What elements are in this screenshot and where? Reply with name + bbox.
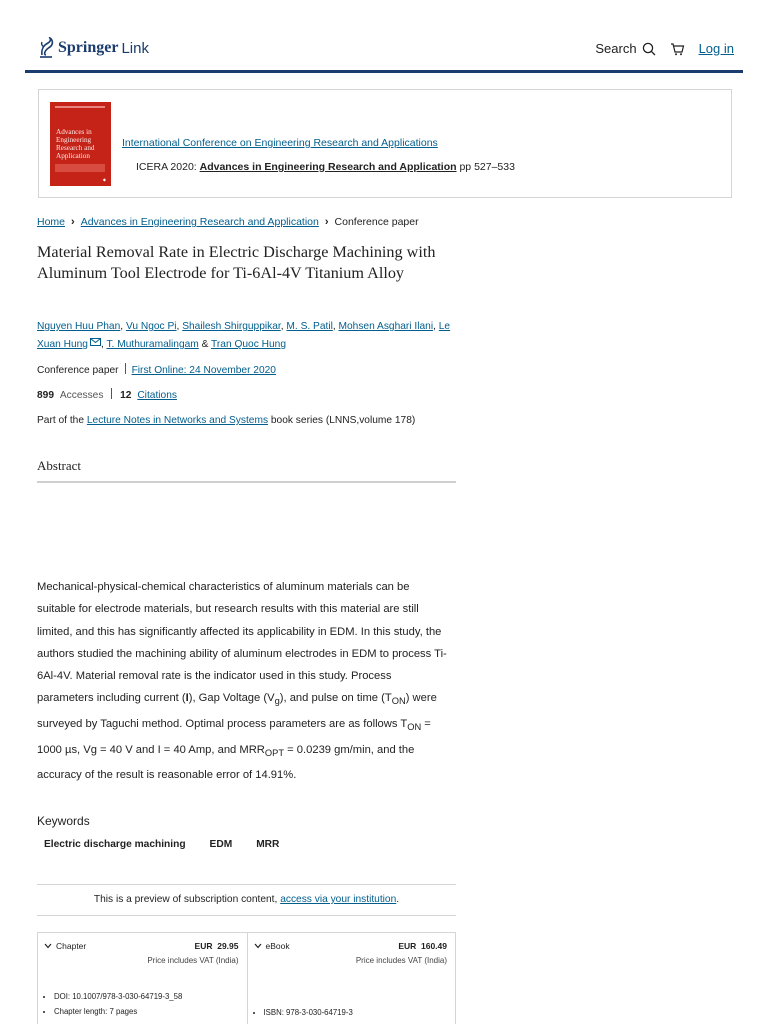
ebook-purchase-option[interactable] <box>247 933 456 1024</box>
cover-publisher-mark: ◆ <box>102 177 106 182</box>
price-amount: 160.49 <box>421 941 447 951</box>
abstract-part: ), and pulse on time (T <box>279 692 392 705</box>
author-link[interactable]: Le Xuan Hung <box>37 321 451 350</box>
login-link[interactable]: Log in <box>698 41 734 56</box>
ebook-toggle[interactable] <box>254 941 290 951</box>
abstract-text <box>37 576 449 786</box>
cart-icon[interactable] <box>670 42 685 56</box>
cover-title: Advances in Engineering Research and Application <box>56 128 95 160</box>
chapter-label: Chapter <box>56 941 87 951</box>
breadcrumb-home[interactable]: Home <box>37 216 66 228</box>
springer-link-logo[interactable] <box>37 37 149 59</box>
detail-item: • Chapter length: 7 pages <box>54 1004 182 1019</box>
preview-text: This is a preview of subscription content, <box>93 894 278 905</box>
currency: EUR <box>194 941 213 951</box>
price-amount: 29.95 <box>217 941 239 951</box>
abstract-subscript: ON <box>407 722 422 733</box>
keyword-item: Electric discharge machining <box>44 839 186 850</box>
abstract-subscript: ON <box>391 696 406 707</box>
metrics-divider <box>111 388 112 399</box>
breadcrumb-current: Conference paper <box>334 216 419 228</box>
author-separator: , <box>332 321 339 332</box>
book-cover-image[interactable] <box>50 102 111 186</box>
author-link[interactable]: M. S. Patil <box>286 321 333 332</box>
header-divider <box>25 70 743 73</box>
author-link[interactable]: Shailesh Shirguppikar <box>182 321 281 332</box>
chevron-right-icon: › <box>324 216 329 228</box>
springer-horse-icon <box>37 37 55 59</box>
brand-link: Link <box>121 39 149 57</box>
chapter-purchase-option[interactable] <box>38 933 247 1024</box>
conference-link[interactable]: International Conference on Engineering Research and Applications <box>122 137 438 149</box>
accesses-count: 899 <box>37 390 54 401</box>
keyword-item: MRR <box>256 839 280 850</box>
book-title-link[interactable]: Advances in Engineering Research and Application <box>199 161 457 173</box>
article-meta <box>37 363 276 376</box>
abstract-subscript: OPT <box>264 747 285 758</box>
breadcrumb <box>37 216 419 228</box>
series-note <box>37 415 415 426</box>
abstract-divider <box>37 481 456 483</box>
preview-end: . <box>396 894 400 905</box>
citations-link[interactable]: Citations <box>137 390 177 401</box>
book-series-line <box>136 161 515 173</box>
brand-springer: Springer <box>58 39 119 56</box>
author-separator: , <box>433 321 439 332</box>
abstract-part: ), Gap Voltage (V <box>188 692 275 705</box>
header-actions <box>595 41 734 56</box>
article-metrics <box>37 388 177 401</box>
chevron-down-icon <box>44 943 52 949</box>
meta-divider <box>125 363 126 374</box>
keyword-list <box>44 839 279 850</box>
pricing-box <box>37 932 456 1024</box>
author-separator: , <box>120 321 126 332</box>
cover-topline <box>55 106 105 108</box>
author-separator: , <box>280 321 287 332</box>
abstract-part: = 0.0239 gm/min, and the accuracy of the result is reasonable error of 14.91%. <box>37 743 415 782</box>
ebook-label: eBook <box>265 941 290 951</box>
article-type: Conference paper <box>37 365 119 376</box>
subscription-preview-notice <box>37 884 456 916</box>
chapter-details <box>54 989 182 1019</box>
citations-count: 12 <box>120 390 132 401</box>
book-pages: pp 527–533 <box>459 161 515 173</box>
abstract-part: ) were surveyed by Taguchi method. Optimal process parameters are as follows T <box>37 692 437 731</box>
chapter-toggle[interactable] <box>44 941 86 951</box>
abstract-subscript: g <box>274 696 280 707</box>
detail-item: • ISBN: 978-3-030-64719-3 <box>264 1005 353 1020</box>
author-separator: & <box>198 339 212 350</box>
abstract-part: Mechanical-physical-chemical characteristics of aluminum materials can be suitable for electrode materials, but research results with this material are still limited, and this has significantly affected its applicability in EDM. In this study, the authors studied the machining ability of aluminum electrodes in EDM to process Ti-6Al-4V. Material removal rate is the indicator used in this study. Process parameters including current ( <box>37 581 447 705</box>
book-info-box <box>38 89 732 198</box>
keywords-heading: Keywords <box>37 814 90 828</box>
author-link[interactable]: Vu Ngoc Pi <box>125 321 177 332</box>
author-link[interactable]: Nguyen Huu Phan <box>37 321 121 332</box>
abstract-part: = 1000 µs, Vg = 40 V and I = 40 Amp, and MRR <box>37 718 431 756</box>
search-icon[interactable] <box>642 42 656 56</box>
breadcrumb-book[interactable]: Advances in Engineering Research and Application <box>80 216 319 228</box>
current-symbol: I <box>185 692 189 705</box>
page-title: Material Removal Rate in Electric Discharge Machining with Aluminum Tool Electrode for Ti-6Al-4V Titanium Alloy <box>37 243 436 282</box>
part-of-prefix: Part of the <box>37 415 85 426</box>
series-link[interactable]: Lecture Notes in Networks and Systems <box>86 415 269 426</box>
part-of-suffix: book series (LNNS,volume 178) <box>270 415 416 426</box>
ebook-details <box>264 1005 353 1020</box>
abstract-heading: Abstract <box>37 458 82 473</box>
chevron-right-icon: › <box>71 216 75 228</box>
vat-note: Price includes VAT (India) <box>355 956 447 965</box>
cover-subtitle-band <box>55 164 105 172</box>
author-separator: , <box>176 321 183 332</box>
chevron-down-icon <box>254 943 262 949</box>
institution-access-link[interactable]: access via your institution <box>280 894 397 905</box>
chapter-price <box>195 941 239 951</box>
author-list <box>37 318 457 354</box>
author-separator: , <box>100 339 107 350</box>
author-link[interactable]: Mohsen Asghari Ilani <box>338 321 434 332</box>
site-header <box>37 33 743 71</box>
series-prefix: ICERA 2020: <box>136 161 197 173</box>
ebook-price <box>398 941 447 951</box>
author-link[interactable]: Tran Quoc Hung <box>211 339 286 350</box>
currency: EUR <box>398 941 417 951</box>
vat-note: Price includes VAT (India) <box>147 956 239 965</box>
accesses-label: Accesses <box>59 390 104 401</box>
search-button[interactable]: Search <box>595 41 637 56</box>
author-link[interactable]: T. Muthuramalingam <box>106 339 199 350</box>
first-online-link[interactable]: First Online: 24 November 2020 <box>131 365 276 376</box>
detail-item: • DOI: 10.1007/978-3-030-64719-3_58 <box>54 989 182 1004</box>
keyword-item: EDM <box>209 839 233 850</box>
email-icon[interactable] <box>90 338 101 346</box>
